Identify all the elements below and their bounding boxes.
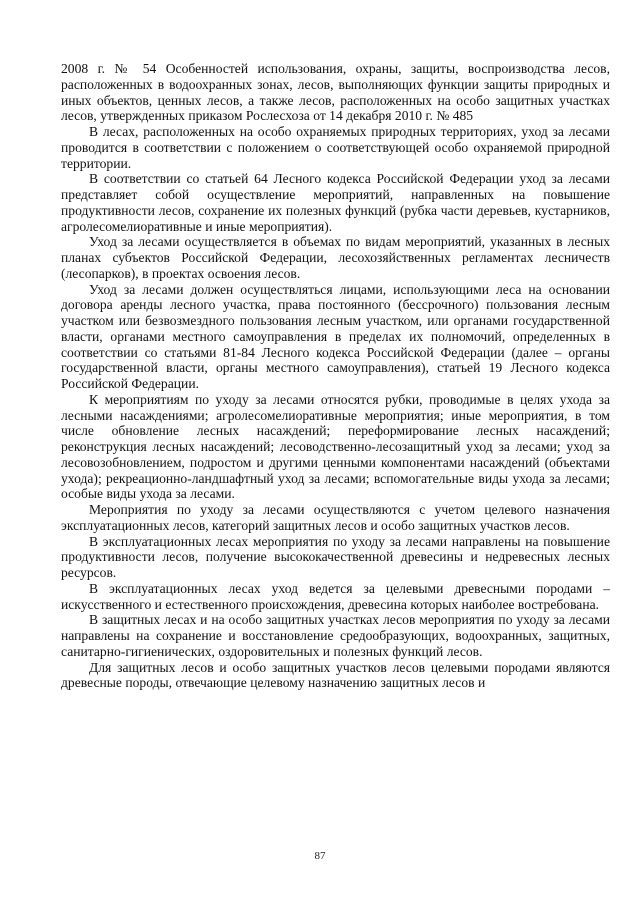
paragraph: В эксплуатационных лесах уход ведется за целевыми древесными породами – искусственного и естественного происхождения, древесина которых наиболее востребована. xyxy=(61,580,610,612)
paragraph: К мероприятиям по уходу за лесами относятся рубки, проводимые в целях ухода за лесными насаждениями; агролесомелиоративные мероприятия; иные мероприятия, в том числе обновление лесных насаждений; переформирование лесных насаждений; реконструкция лесных насаждений; лесоводственно-лесозащитный уход за лесами; уход за лесовозобновлением, подростом и другими ценными компонентами насаждений (объектами ухода); рекреационно-ландшафтный уход за лесами; вспомогательные виды ухода за лесами; особые виды ухода за лесами. xyxy=(61,391,610,502)
paragraph: Уход за лесами должен осуществляться лицами, использующими леса на основании договора аренды лесного участка, права постоянного (бессрочного) пользования лесным участком или безвозмездного пользования лесным участком, или органами государственной власти, органами местного самоуправления в пределах их полномочий, определенных в соответствии со статьями 81-84 Лесного кодекса Российской Федерации (далее – органы государственной власти, органы местного самоуправления), статьей 19 Лесного кодекса Российской Федерации. xyxy=(61,281,610,391)
paragraph: В соответствии со статьей 64 Лесного кодекса Российской Федерации уход за лесами представляет собой осуществление мероприятий, направленных на повышение продуктивности лесов, сохранение их полезных функций (рубка части деревьев, кустарников, агролесомелиоративные и иные мероприятия). xyxy=(61,171,610,234)
paragraph: В эксплуатационных лесах мероприятия по уходу за лесами направлены на повышение продуктивности лесов, получение высококачественной древесины и недревесных лесных ресурсов. xyxy=(61,533,610,580)
page-number: 87 xyxy=(314,850,326,862)
paragraph-continuation: 2008 г. № 54 Особенностей использования, охраны, защиты, воспроизводства лесов, расположенных в водоохранных зонах, лесов, выполняющих функции защиты природных и иных объектов, ценных лесов, а также лесов, расположенных на особо защитных участках лесов, утвержденных приказом Рослесхоза от 14 декабря 2010 г. № 485 xyxy=(61,61,610,124)
body-text xyxy=(61,61,610,691)
paragraph: В защитных лесах и на особо защитных участках лесов мероприятия по уходу за лесами направлены на сохранение и восстановление средообразующих, водоохранных, защитных, санитарно-гигиенических, оздоровительных и полезных функций лесов. xyxy=(61,612,610,659)
paragraph: Мероприятия по уходу за лесами осуществляются с учетом целевого назначения эксплуатационных лесов, категорий защитных лесов и особо защитных участков лесов. xyxy=(61,502,610,533)
paragraph: Уход за лесами осуществляется в объемах по видам мероприятий, указанных в лесных планах субъектов Российской Федерации, лесохозяйственных регламентах лесничеств (лесопарков), в проектах освоения лесов. xyxy=(61,234,610,281)
paragraph: В лесах, расположенных на особо охраняемых природных территориях, уход за лесами проводится в соответствии с положением о соответствующей особо охраняемой природной территории. xyxy=(61,124,610,171)
paragraph: Для защитных лесов и особо защитных участков лесов целевыми породами являются древесные породы, отвечающие целевому назначению защитных лесов и xyxy=(61,659,610,691)
